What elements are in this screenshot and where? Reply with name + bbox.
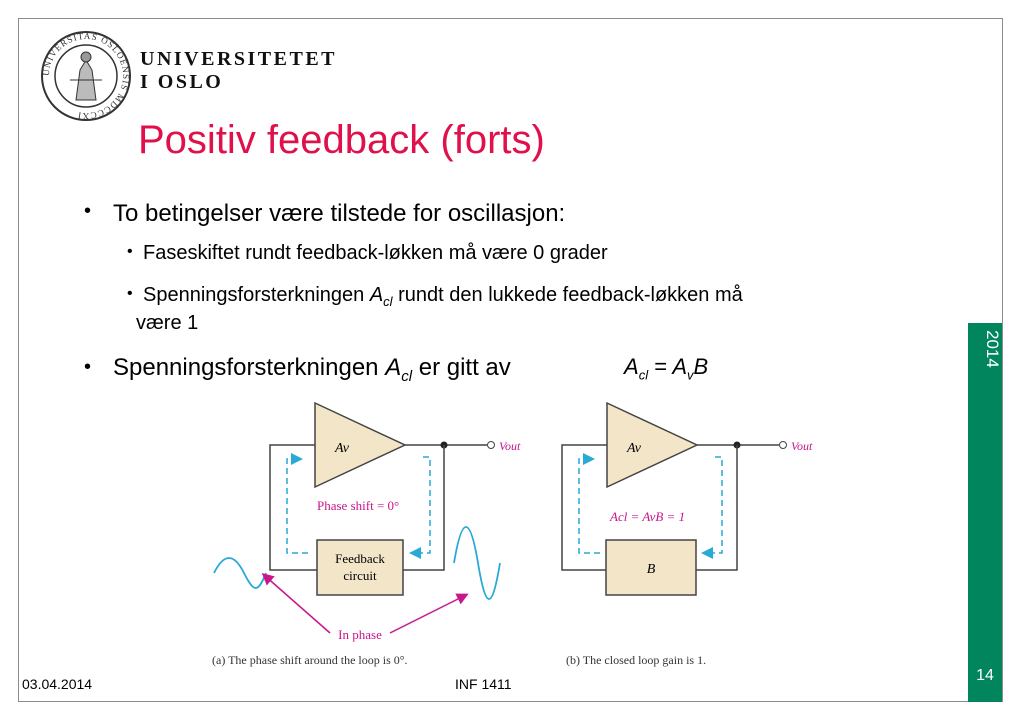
input-sine-wave [214,558,266,588]
bullet-gain-pre: Spenningsforsterkningen [113,354,386,381]
feedback-circuit-diagrams [200,395,820,677]
sub-bullet-phase: Faseskiftet rundt feedback-løkken må være 0 grader [143,242,608,264]
bullet-dot: • [84,200,92,222]
bullet-conditions: To betingelser være tilstede for oscillasjon: [113,200,566,227]
bullet-gain-post: er gitt av [412,354,511,381]
caption-b: (b) The closed loop gain is 1. [566,653,707,667]
bullet-dot: • [84,356,92,378]
acl-var: A [369,284,384,306]
sidebar-year: 2014 [983,330,1002,368]
university-line-2: I OSLO [140,71,224,93]
sub-bullet-gain [143,284,743,309]
output-terminal [780,442,787,449]
block-b-label: B [646,562,656,577]
sidebar-band [968,323,1002,702]
slide-title: Positiv feedback (forts) [138,118,545,162]
formula-rhs-sub: v [687,367,694,383]
loop-arrow-b [704,457,722,553]
sub-bullet-gain-post: rundt den lukkede feedback-løkken må [392,284,743,306]
vout-b-label: Vout [791,439,813,453]
formula-rhs-b: B [693,354,709,379]
university-name [140,48,337,94]
vout-a-label: Vout [499,439,521,453]
sub-bullet-dot: • [127,243,133,260]
bullet-gain-given-by [113,354,511,385]
page-number: 14 [976,667,994,684]
university-seal-logo [40,30,132,122]
amplifier-b-triangle [607,403,697,487]
sub-bullet-dot: • [127,285,133,302]
formula-lhs-sub: cl [638,367,649,383]
amplifier-a-triangle [315,403,405,487]
amp-a-label: Av [335,441,349,456]
diagram-a [212,403,521,667]
acl-sub: cl [383,294,393,309]
university-line-1: UNIVERSITETET [140,48,338,70]
feedback-label-2: circuit [343,568,377,583]
diagram-b [562,403,813,667]
acl-var: A [385,354,402,381]
seal-text: UNIVERSITAS OSLOENSIS MDCCCXI [40,30,132,122]
formula-rhs: A [672,354,688,379]
footer-course: INF 1411 [455,676,512,692]
caption-a: (a) The phase shift around the loop is 0°. [212,653,408,667]
acl-sub: cl [401,367,413,385]
footer-date: 03.04.2014 [22,676,93,692]
gain-formula [624,354,708,382]
formula-lhs: A [624,354,639,379]
phase-shift-label: Phase shift = 0° [317,498,400,513]
loop-arrow-a [412,457,430,553]
sub-bullet-gain-line2: være 1 [136,312,199,334]
formula-equals: = [654,354,668,379]
output-terminal [488,442,495,449]
output-sine-wave [454,527,500,599]
in-phase-label: In phase [338,627,382,642]
amp-b-label: Av [627,441,641,456]
sub-bullet-gain-pre: Spenningsforsterkningen [143,284,370,306]
feedback-label-1: Feedback [335,551,385,566]
gain-label: Acl = AvB = 1 [610,509,686,524]
